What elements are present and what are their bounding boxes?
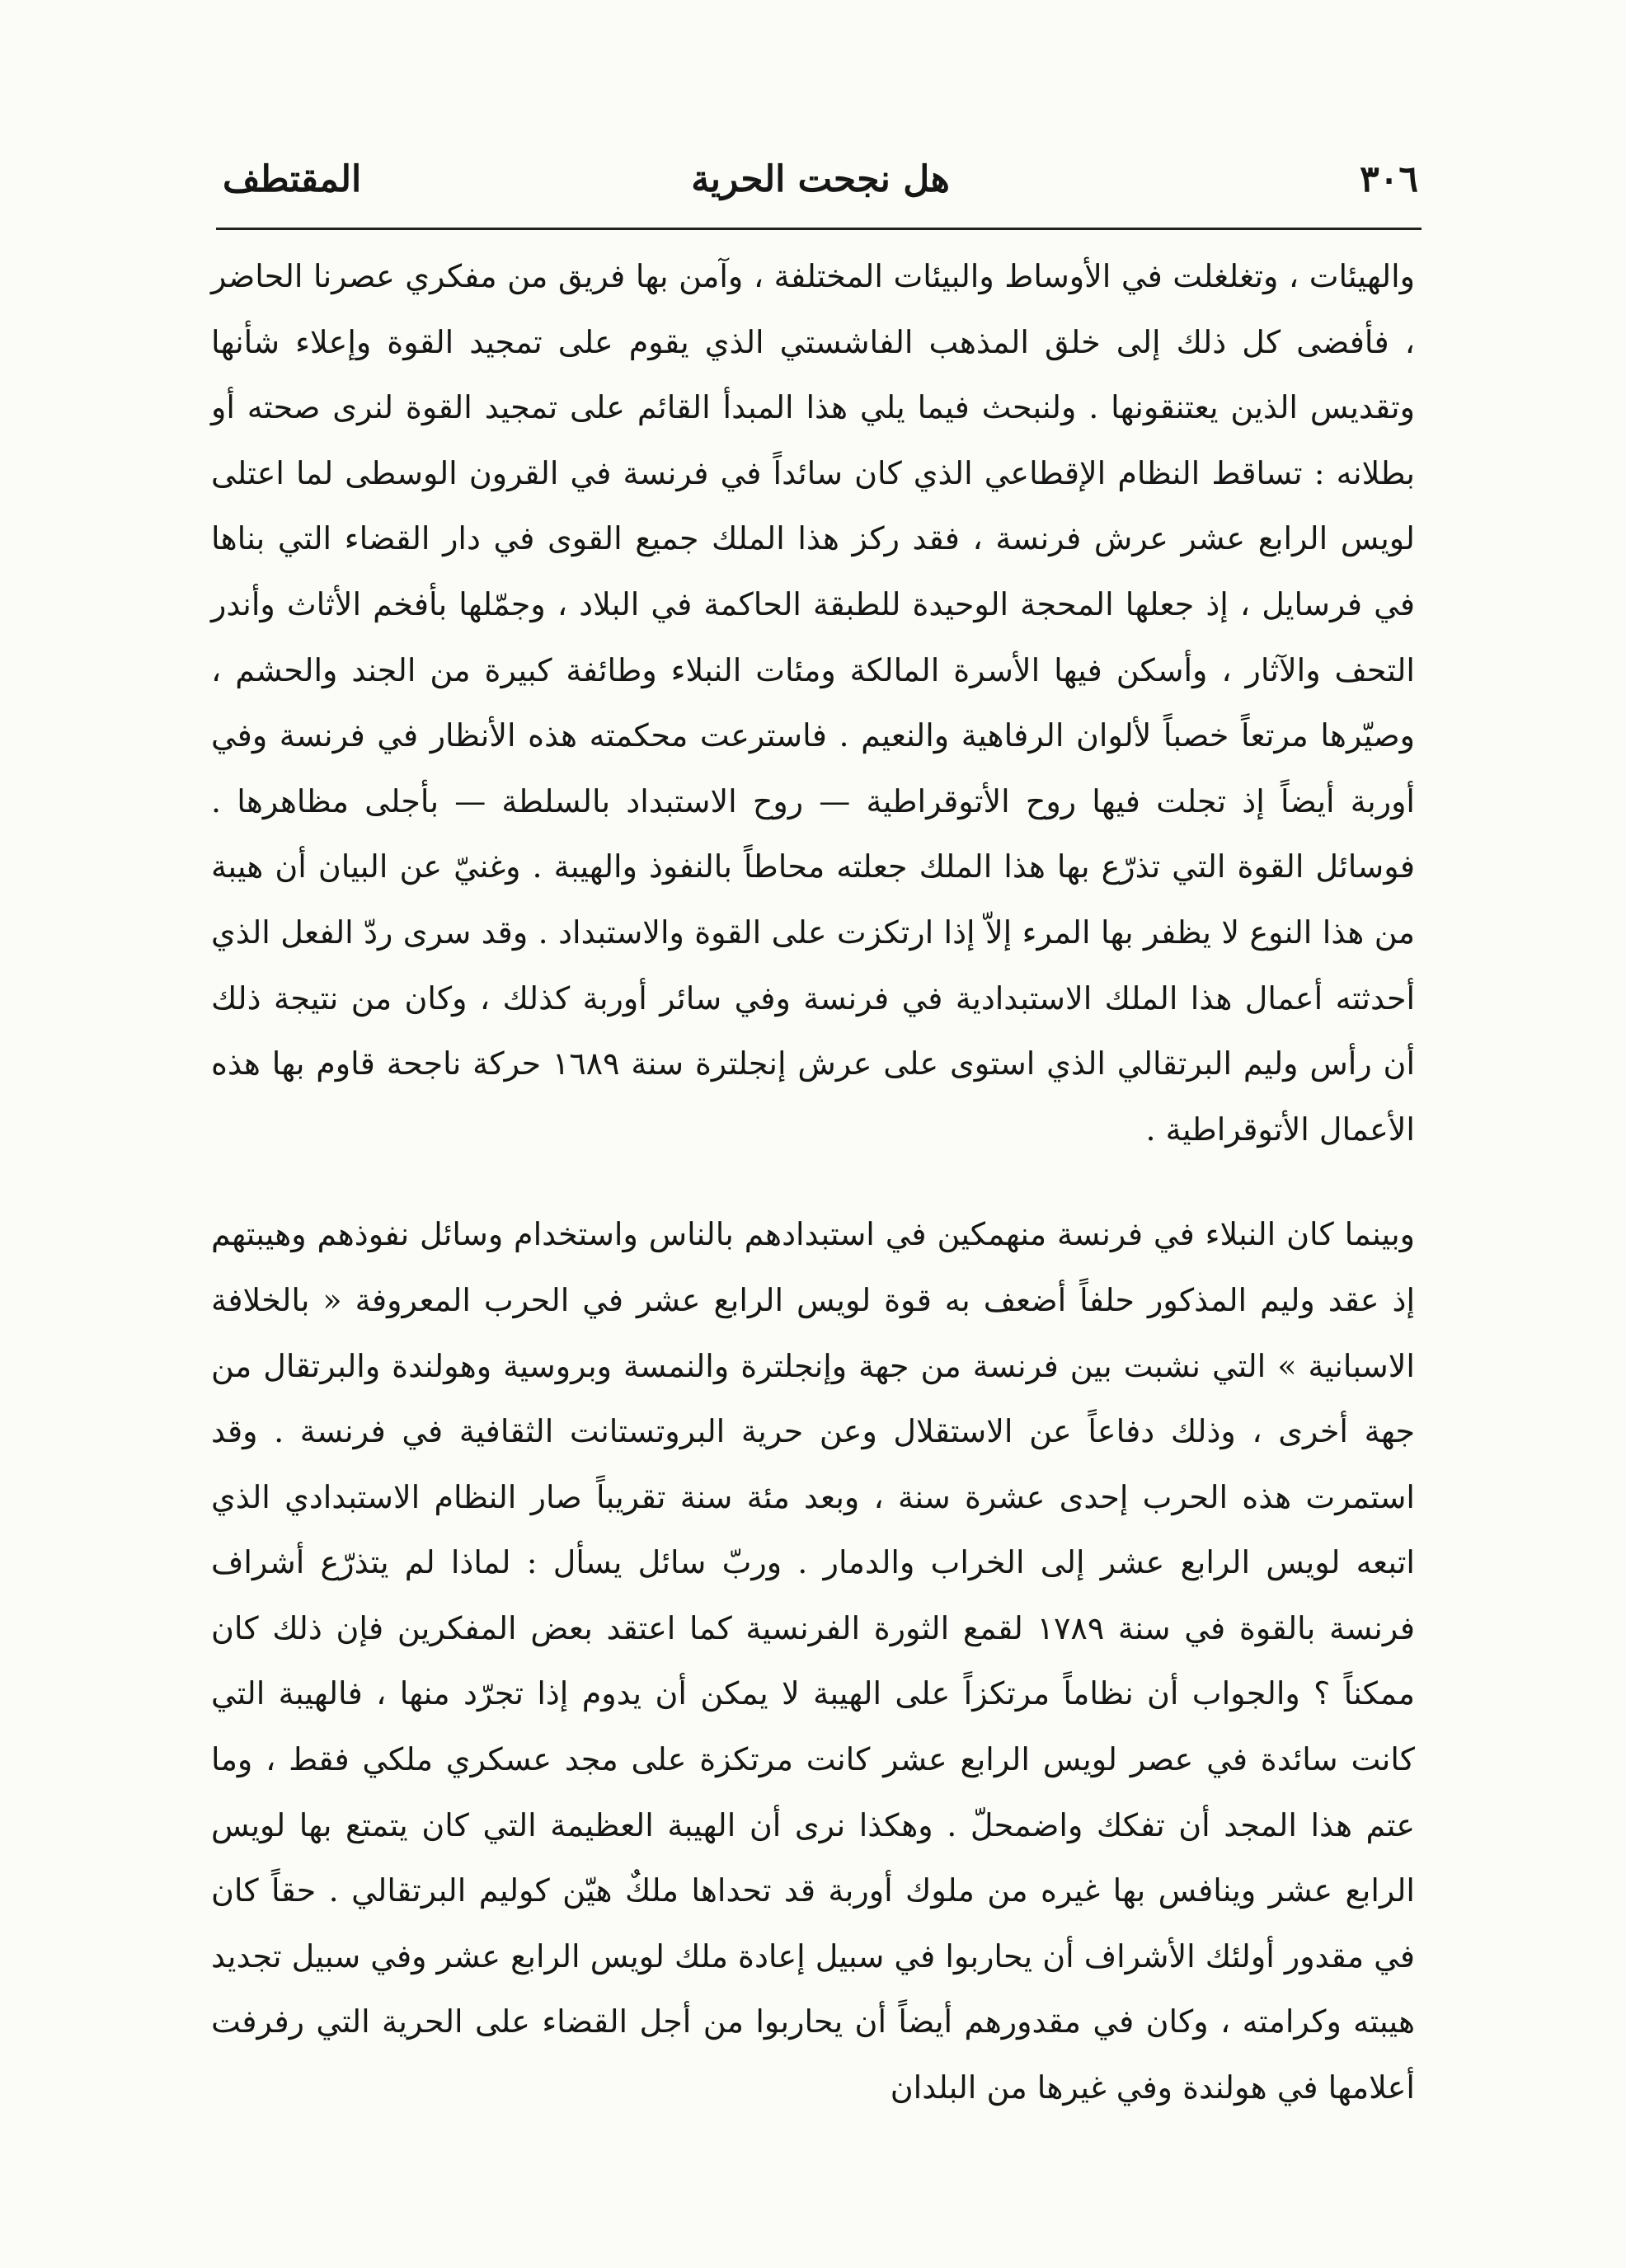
- page-header: [223, 147, 1418, 213]
- article-title: هل نجحت الحرية: [691, 158, 950, 200]
- page-number: ٣٠٦: [1360, 158, 1418, 200]
- paragraph-2: وبينما كان النبلاء في فرنسة منهمكين في استبدادهم بالناس واستخدام وسائل نفوذهم وهيبتهم إذ عقد وليم المذكور حلفاً أضعف به قوة لويس الرابع عشر في الحرب المعروفة « بالخلافة الاسبانية » التي نشبت بين فرنسة من جهة وإنجلترة والنمسة وبروسية وهولندة والبرتقال من جهة أخرى ، وذلك دفاعاً عن الاستقلال وعن حرية البروتستانت الثقافية في فرنسة . وقد استمرت هذه الحرب إحدى عشرة سنة ، وبعد مئة سنة تقريباً صار النظام الاستبدادي الذي اتبعه لويس الرابع عشر إلى الخراب والدمار . وربّ سائل يسأل : لماذا لم يتذرّع أشراف فرنسة بالقوة في سنة ١٧٨٩ لقمع الثورة الفرنسية كما اعتقد بعض المفكرين فإن ذلك كان ممكناً ؟ والجواب أن نظاماً مرتكزاً على الهيبة لا يمكن أن يدوم إذا تجرّد منها ، فالهيبة التي كانت سائدة في عصر لويس الرابع عشر كانت مرتكزة على مجد عسكري ملكي فقط ، وما عتم هذا المجد أن تفكك واضمحلّ . وهكذا نرى أن الهيبة العظيمة التي كان يتمتع بها لويس الرابع عشر وينافس بها غيره من ملوك أوربة قد تحداها ملكٌ هيّن كوليم البرتقالي . حقاً كان في مقدور أولئك الأشراف أن يحاربوا في سبيل إعادة ملك لويس الرابع عشر وفي سبيل تجديد هيبته وكرامته ، وكان في مقدورهم أيضاً أن يحاربوا من أجل القضاء على الحرية التي رفرفت أعلامها في هولندة وفي غيرها من البلدان: [210, 1216, 1416, 2106]
- journal-name: المقتطف: [223, 158, 362, 200]
- header-divider: [216, 228, 1422, 230]
- paragraph-1: والهيئات ، وتغلغلت في الأوساط والبيئات المختلفة ، وآمن بها فريق من مفكري عصرنا الحاضر ، فأفضى كل ذلك إلى خلق المذهب الفاشستي الذي يقوم على تمجيد القوة وإعلاء شأنها وتقديس الذين يعتنقونها . ولنبحث فيما يلي هذا المبدأ القائم على تمجيد القوة لنرى صحته أو بطلانه : تساقط النظام الإقطاعي الذي كان سائداً في فرنسة في القرون الوسطى لما اعتلى لويس الرابع عشر عرش فرنسة ، فقد ركز هذا الملك جميع القوى في دار القضاء التي بناها في فرسايل ، إذ جعلها المحجة الوحيدة للطبقة الحاكمة في البلاد ، وجمّلها بأفخم الأثاث وأندر التحف والآثار ، وأسكن فيها الأسرة المالكة ومئات النبلاء وطائفة كبيرة من الجند والحشم ، وصيّرها مرتعاً خصباً لألوان الرفاهية والنعيم . فاسترعت محكمته هذه الأنظار في فرنسة وفي أوربة أيضاً إذ تجلت فيها روح الأتوقراطية — روح الاستبداد بالسلطة — بأجلى مظاهرها . فوسائل القوة التي تذرّع بها هذا الملك جعلته محاطاً بالنفوذ والهيبة . وغنيّ عن البيان أن هيبة من هذا النوع لا يظفر بها المرء إلاّ إذا ارتكزت على القوة والاستبداد . وقد سرى ردّ الفعل الذي أحدثته أعمال هذا الملك الاستبدادية في فرنسة وفي سائر أوربة كذلك ، وكان من نتيجة ذلك أن رأس وليم البرتقالي الذي استوى على عرش إنجلترة سنة ١٦٨٩ حركة ناجحة قاوم بها هذه الأعمال الأتوقراطية .: [211, 258, 1415, 1148]
- article-body: [211, 244, 1415, 2121]
